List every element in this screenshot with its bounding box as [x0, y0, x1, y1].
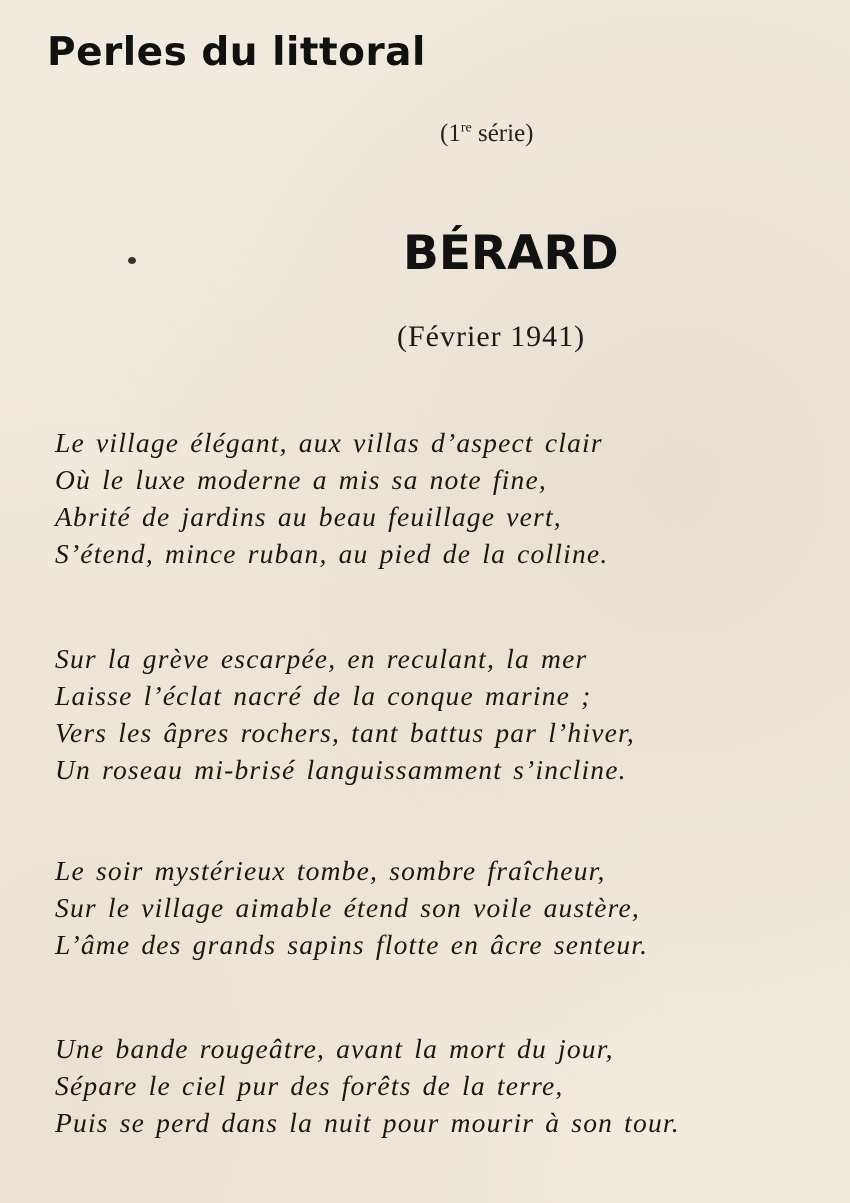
poem-title: BÉRARD	[403, 226, 619, 281]
series-superscript: re	[460, 120, 472, 136]
poem-date: (Février 1941)	[397, 320, 586, 353]
verse-line: Abrité de jardins au beau feuillage vert,	[55, 501, 562, 532]
series-prefix: (1	[440, 120, 461, 147]
verse-line: Vers les âpres rochers, tant battus par l’hiver,	[55, 717, 635, 748]
verse-line: L’âme des grands sapins flotte en âcre senteur.	[55, 929, 649, 960]
stanza-4	[55, 1030, 845, 1141]
verse-line: Sépare le ciel pur des forêts de la terre,	[55, 1070, 564, 1101]
verse-line: Puis se perd dans la nuit pour mourir à son tour.	[55, 1107, 680, 1138]
verse-line: Sur la grève escarpée, en reculant, la mer	[55, 643, 588, 674]
stanza-3	[55, 852, 845, 963]
verse-line: Le soir mystérieux tombe, sombre fraîcheur,	[55, 855, 606, 886]
verse-line: Un roseau mi-brisé languissamment s’incline.	[55, 754, 627, 785]
verse-line: Laisse l’éclat nacré de la conque marine ;	[55, 680, 592, 711]
verse-line: Sur le village aimable étend son voile austère,	[55, 892, 641, 923]
verse-line: Où le luxe moderne a mis sa note fine,	[55, 464, 547, 495]
reverse-page-bleed-through	[280, 30, 840, 1150]
verse-line: Le village élégant, aux villas d’aspect clair	[55, 427, 603, 458]
series-suffix: série)	[471, 120, 534, 147]
stanza-1	[55, 424, 845, 572]
verse-line: S’étend, mince ruban, au pied de la colline.	[55, 538, 609, 569]
collection-title: Perles du littoral	[47, 30, 426, 75]
series-label	[440, 120, 534, 148]
ink-speck	[128, 257, 136, 264]
stanza-2	[55, 640, 845, 788]
verse-line: Une bande rougeâtre, avant la mort du jour,	[55, 1033, 614, 1064]
